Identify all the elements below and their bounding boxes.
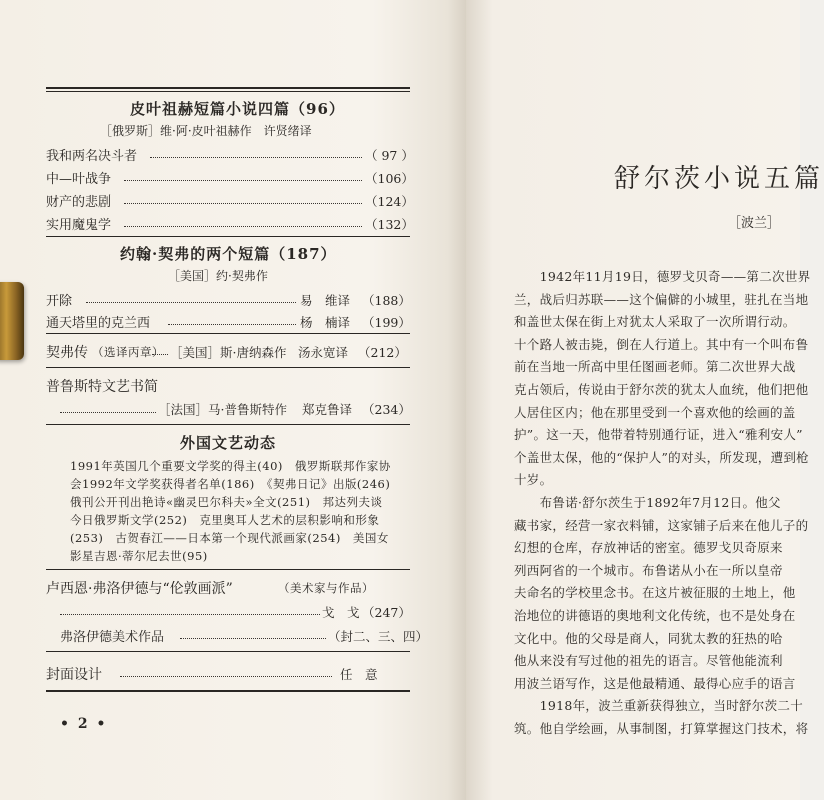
section-title-news[interactable]: 外国文艺动态 bbox=[180, 434, 277, 452]
toc-entry-title[interactable]: 实用魔鬼学 bbox=[46, 218, 112, 233]
leader-dots bbox=[60, 614, 320, 615]
toc-entry-page: （247） bbox=[362, 605, 411, 620]
toc-entry-title[interactable]: 封面设计 bbox=[46, 667, 102, 683]
leader-dots bbox=[124, 180, 362, 181]
leader-dots bbox=[120, 676, 332, 677]
leader-dots bbox=[180, 638, 326, 639]
toc-entry-title[interactable]: 通天塔里的克兰西 bbox=[46, 316, 151, 331]
body-line: 护”。这一天，他带着特别通行证，进入“雅利安人” bbox=[514, 427, 803, 442]
section-title-pyetsukh[interactable]: 皮叶祖赫短篇小说四篇（96） bbox=[130, 100, 345, 118]
section-divider bbox=[46, 651, 410, 652]
leader-dots bbox=[124, 203, 362, 204]
toc-entry-note: （选译丙章） bbox=[92, 345, 164, 359]
toc-entry-page: （188） bbox=[362, 293, 411, 308]
toc-entry-author: ［美国］斯·唐纳森作 bbox=[170, 345, 287, 360]
body-line: 1918年，波兰重新获得独立，当时舒尔茨二十 bbox=[514, 698, 804, 713]
bottom-rule bbox=[46, 690, 410, 692]
leader-dots bbox=[150, 157, 362, 158]
section-divider bbox=[46, 236, 410, 237]
toc-entry-translator: 杨 楠译 bbox=[300, 315, 351, 330]
section-divider bbox=[46, 367, 410, 368]
toc-entry-translator: 易 维译 bbox=[300, 293, 351, 308]
news-line: 俄刊公开刊出艳诗«幽灵巴尔科夫»全文(251) 邦达列夫谈 bbox=[70, 495, 383, 509]
body-line: 他从来没有写过他的祖先的语言。尽管他能流利 bbox=[514, 653, 783, 668]
body-line: 十岁。 bbox=[514, 472, 553, 487]
news-line: 影星吉恩·蒂尔尼去世(95) bbox=[70, 549, 208, 563]
toc-entry-page: （封二、三、四） bbox=[328, 629, 429, 644]
leader-dots bbox=[152, 354, 168, 355]
body-line: 1942年11月19日，德罗戈贝奇——第二次世界 bbox=[514, 269, 811, 284]
toc-entry-page: （106） bbox=[365, 171, 414, 186]
article-byline: ［波兰］ bbox=[728, 216, 781, 231]
body-line: 兰，战后归苏联——这个偏僻的小城里，驻扎在当地 bbox=[514, 292, 809, 307]
page-number: • 2 • bbox=[60, 716, 108, 732]
body-line: 幻想的仓库，存放神话的密室。德罗戈贝奇原来 bbox=[514, 540, 783, 555]
body-line: 夫命名的学校里念书。在这片被征服的土地上，他 bbox=[514, 585, 796, 600]
body-line: 用波兰语写作，这是他最精通、最得心应手的语言 bbox=[514, 676, 796, 691]
body-line: 和盖世太保在街上对犹太人采取了一次所谓行动。 bbox=[514, 314, 796, 329]
toc-entry-designer: 任 意 bbox=[340, 667, 378, 682]
toc-entry-translator: 戈 戈 bbox=[322, 605, 360, 620]
toc-entry-note: （美术家与作品） bbox=[278, 581, 374, 595]
toc-entry-title[interactable]: 契弗传 bbox=[46, 345, 88, 361]
toc-entry-page: （ 97 ） bbox=[365, 148, 414, 163]
toc-entry-title[interactable]: 卢西恩·弗洛伊德与“伦敦画派” bbox=[46, 581, 233, 597]
toc-entry-title[interactable]: 财产的悲剧 bbox=[46, 195, 112, 210]
right-page bbox=[466, 0, 824, 800]
toc-entry-page: （212） bbox=[358, 345, 407, 360]
top-rule bbox=[46, 87, 410, 89]
body-line: 筑。他自学绘画，从事制图，打算掌握这门技术，将 bbox=[514, 721, 809, 736]
news-line: 1991年英国几个重要文学奖的得主(40) 俄罗斯联邦作家协 bbox=[70, 459, 391, 473]
body-line: 克占领后，传说由于舒尔茨的犹太人血统，他们把他 bbox=[514, 382, 809, 397]
toc-entry-title[interactable]: 中—叶战争 bbox=[46, 172, 112, 187]
section-divider bbox=[46, 424, 410, 425]
body-line: 文化中。他的父母是商人，同犹太教的狂热的哈 bbox=[514, 631, 783, 646]
byline-pyetsukh: ［俄罗斯］维·阿·皮叶祖赫作 许贤绪译 bbox=[100, 124, 312, 138]
section-divider bbox=[46, 333, 410, 334]
toc-entry-page: （132） bbox=[365, 217, 414, 232]
article-title: 舒尔茨小说五篇 bbox=[614, 164, 824, 194]
toc-entry-translator: 汤永宽译 bbox=[298, 345, 349, 360]
leader-dots bbox=[168, 324, 296, 325]
toc-entry-title[interactable]: 我和两名决斗者 bbox=[46, 149, 138, 164]
news-line: 会1992年文学奖获得者名单(186) 《契弗日记》出版(246) bbox=[70, 477, 391, 491]
top-rule-thin bbox=[46, 91, 410, 92]
toc-entry-title[interactable]: 开除 bbox=[46, 294, 73, 309]
leader-dots bbox=[124, 226, 362, 227]
toc-entry-page: （199） bbox=[362, 315, 411, 330]
toc-entry-page: （234） bbox=[362, 402, 411, 417]
section-title-cheever[interactable]: 约翰·契弗的两个短篇（187） bbox=[120, 245, 337, 263]
body-line: 治地位的讲德语的奥地利文化传统，也不是处身在 bbox=[514, 608, 796, 623]
toc-entry-translator: 郑克鲁译 bbox=[302, 402, 353, 417]
body-line: 十个路人被击毙，倒在人行道上。其中有一个叫布鲁 bbox=[514, 337, 809, 352]
byline-cheever: ［美国］约·契弗作 bbox=[168, 269, 268, 283]
body-line: 列西阿省的一个城市。布鲁诺从小在一所以皇帝 bbox=[514, 563, 783, 578]
news-line: 今日俄罗斯文学(252) 克里奥耳人艺术的层积影响和形象 bbox=[70, 513, 380, 527]
brass-clasp bbox=[0, 282, 24, 360]
news-line: (253) 古贺春江——日本第一个现代派画家(254) 美国女 bbox=[70, 531, 389, 545]
leader-dots bbox=[60, 412, 156, 413]
section-divider bbox=[46, 569, 410, 570]
toc-entry-title[interactable]: 弗洛伊德美术作品 bbox=[60, 630, 165, 645]
toc-entry-page: （124） bbox=[365, 194, 414, 209]
body-line: 个盖世太保，他的“保护人”的对头，所发现，遭到枪 bbox=[514, 450, 809, 465]
body-line: 布鲁诺·舒尔茨生于1892年7月12日。他父 bbox=[514, 495, 781, 510]
toc-entry-author: ［法国］马·普鲁斯特作 bbox=[158, 402, 287, 417]
body-line: 前在当地一所高中里任图画老师。第二次世界大战 bbox=[514, 359, 796, 374]
body-line: 人居住区内；他在那里受到一个喜欢他的绘画的盖 bbox=[514, 405, 796, 420]
toc-entry-title[interactable]: 普鲁斯特文艺书简 bbox=[46, 379, 158, 395]
body-line: 藏书家，经营一家衣料铺，这家铺子后来在他儿子的 bbox=[514, 518, 809, 533]
leader-dots bbox=[86, 302, 296, 303]
